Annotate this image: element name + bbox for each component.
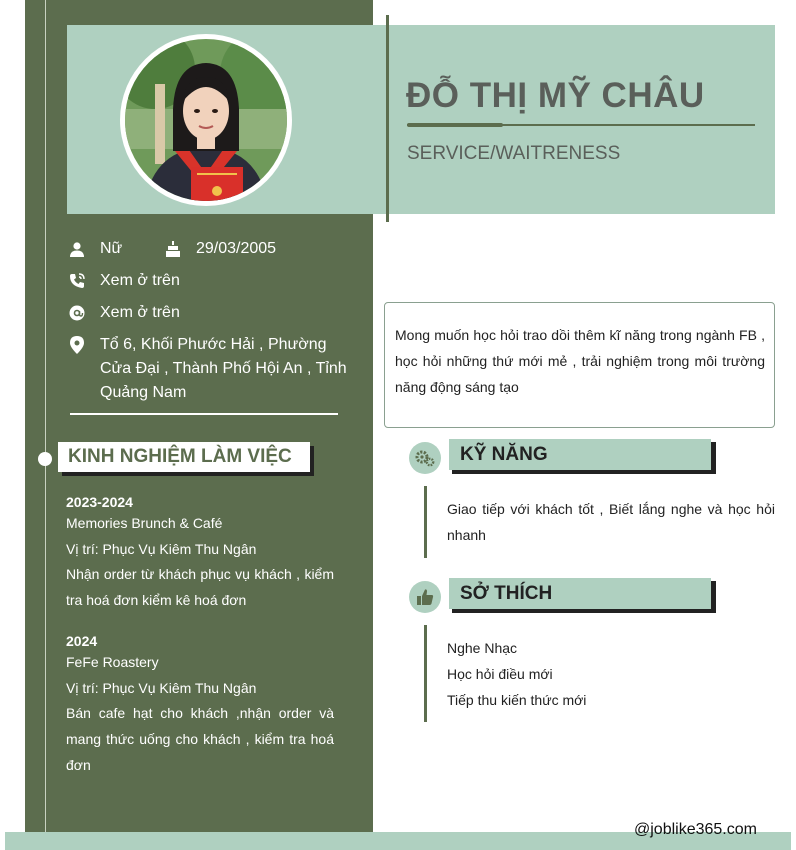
- skills-title: KỸ NĂNG: [460, 444, 548, 465]
- avatar-photo: [125, 39, 287, 201]
- job-title: SERVICE/WAITRENESS: [407, 143, 621, 164]
- birthday-value: 29/03/2005: [196, 240, 277, 257]
- birthday-row: [164, 237, 276, 261]
- thumbs-up-icon: [409, 581, 441, 613]
- email-value: Xem ở trên: [100, 304, 180, 321]
- gender-row: [68, 237, 122, 261]
- phone-value: Xem ở trên: [100, 272, 180, 289]
- experience-company: Memories Brunch & Café: [66, 515, 223, 531]
- gears-icon: [409, 442, 441, 474]
- hobbies-title: SỞ THÍCH: [460, 583, 553, 604]
- experience-position: Vị trí: Phục Vụ Kiêm Thu Ngân: [66, 680, 257, 696]
- gender-value: Nữ: [100, 240, 123, 257]
- experience-years: 2024: [66, 633, 98, 649]
- skills-text: Giao tiếp với khách tốt , Biết lắng nghe và học hỏi nhanh: [447, 501, 775, 543]
- experience-company: FeFe Roastery: [66, 654, 159, 670]
- candidate-name: ĐỖ THỊ MỸ CHÂU: [406, 76, 705, 115]
- email-row: [68, 301, 180, 325]
- experience-description: Nhận order từ khách phục vụ khách , kiểm tra hoá đơn kiểm kê hoá đơn: [66, 566, 334, 608]
- experience-item: [66, 493, 334, 613]
- hobby-item: Nghe Nhạc: [447, 640, 518, 656]
- experience-years: 2023-2024: [66, 494, 133, 510]
- address-value: Tổ 6, Khối Phước Hải , Phường Cửa Đại , Thành Phố Hội An , Tỉnh Quảng Nam: [100, 336, 347, 401]
- name-underline-accent: [407, 123, 503, 127]
- hobbies-line: [424, 625, 427, 722]
- timeline-dot: [38, 452, 52, 466]
- header-divider: [386, 15, 389, 222]
- watermark: @joblike365.com: [634, 821, 757, 838]
- sidebar-divider: [70, 413, 338, 415]
- phone-icon: [68, 269, 86, 293]
- career-objective-text: Mong muốn học hỏi trao dồi thêm kĩ năng trong ngành FB , học hỏi những thứ mới mẻ , trải nghiệm trong môi trường năng động sáng tạo: [395, 327, 765, 395]
- cake-icon: [164, 237, 182, 261]
- hobby-item: Tiếp thu kiến thức mới: [447, 692, 587, 708]
- user-icon: [68, 237, 86, 261]
- experience-item: [66, 632, 334, 778]
- sidebar-guide-line: [45, 0, 46, 850]
- avatar: [125, 39, 287, 201]
- address-row: [68, 333, 350, 405]
- phone-row: [68, 269, 180, 293]
- at-icon: [68, 301, 86, 325]
- experience-position: Vị trí: Phục Vụ Kiêm Thu Ngân: [66, 541, 257, 557]
- map-pin-icon: [68, 333, 86, 357]
- experience-description: Bán cafe hạt cho khách ,nhận order và mang thức uống cho khách , kiểm tra hoá đơn: [66, 705, 334, 773]
- skills-line: [424, 486, 427, 558]
- career-objective-box: [384, 302, 775, 428]
- hobby-item: Học hỏi điều mới: [447, 666, 553, 682]
- experience-title: KINH NGHIỆM LÀM VIỆC: [68, 446, 292, 467]
